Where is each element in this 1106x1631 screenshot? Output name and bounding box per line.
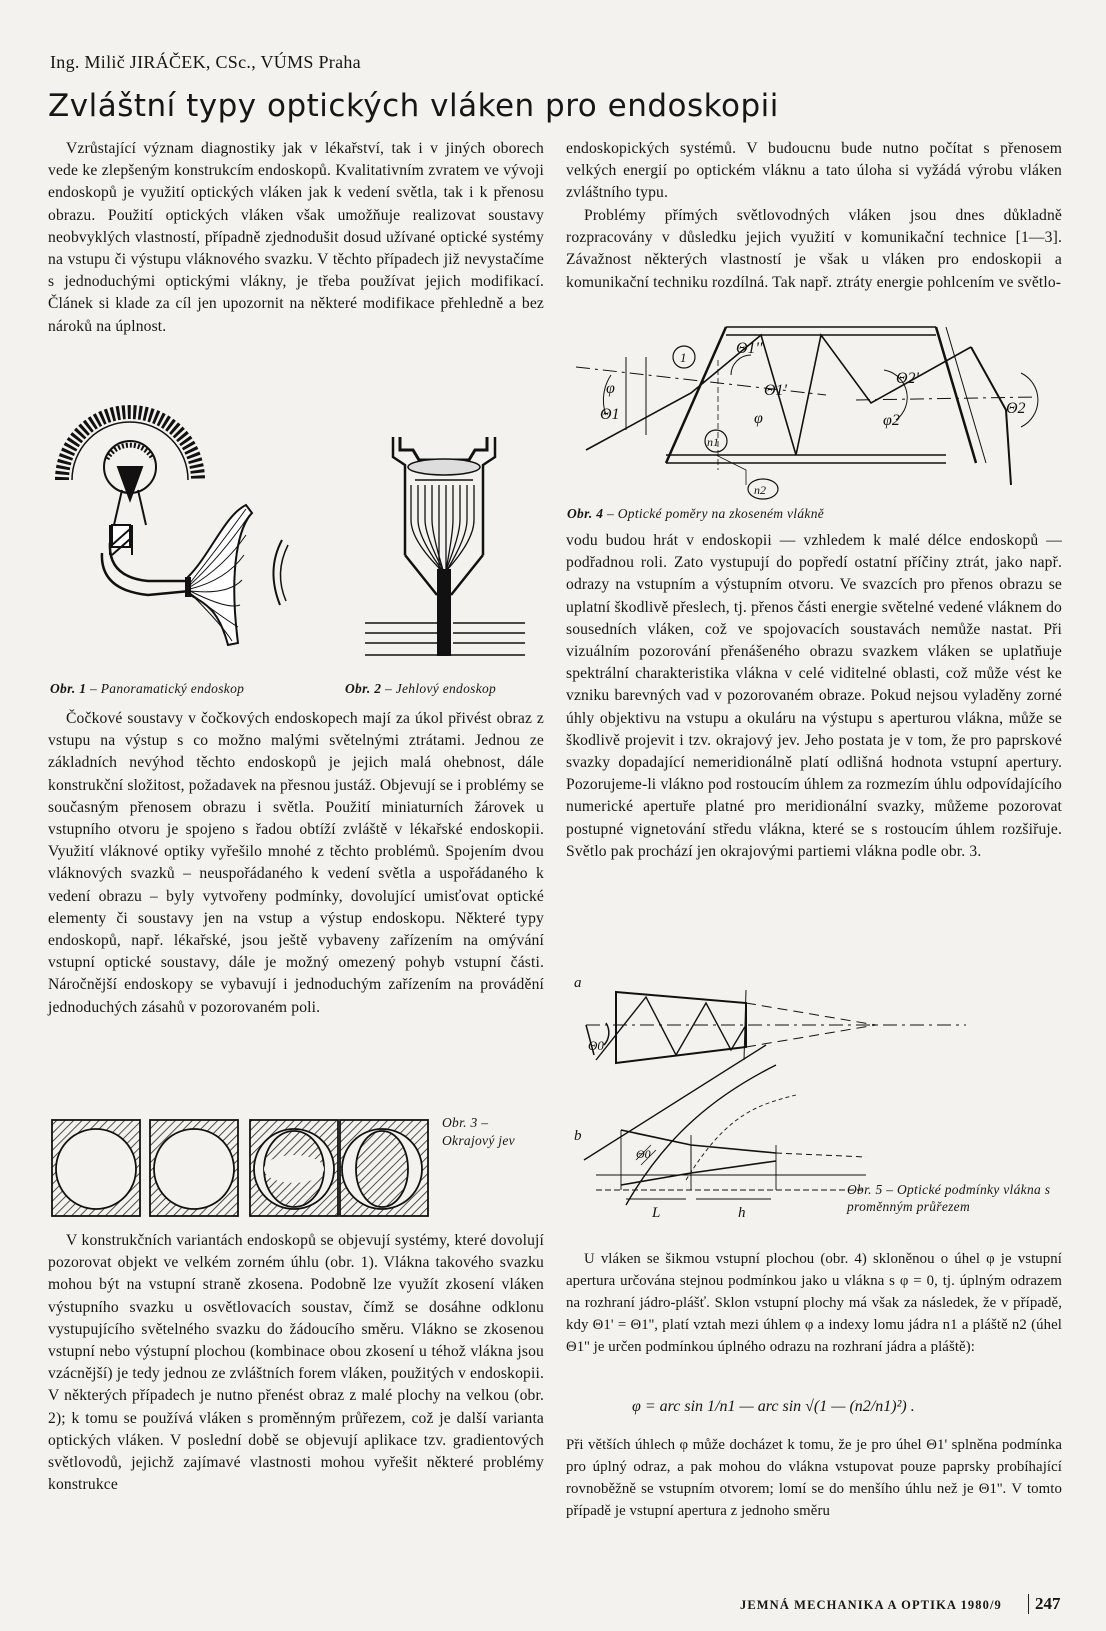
figure-5-caption: Obr. 5 – Optické podmínky vlákna s proměnným průřezem <box>847 1182 1051 1214</box>
svg-text:Θ1'': Θ1'' <box>736 340 763 357</box>
paragraph-lens-systems: Čočkové soustavy v čočkových endoskopech mají za úkol přivést obraz z vstupu na výstup s co možno malými světelnými ztrátami. Jednou ze základních nevýhod těchto endoskopů je jejich malá ohebnost, dále konstrukční složitost, požadavek na přesnou justáž. Objevují se i problémy se současným přenosem obrazu i světla. Použití miniaturních žárovek u vstupního otvoru je spojeno s řadou obtíží zvláště v lékařské endoskopii. Využití vláknové optiky vyřešilo mnohé z těchto problémů. Spojením dvou vláknových svazků – neuspořádaného k vedení světla a uspořádaného k vedení obrazu – byly vytvořeny podmínky, dovolující umisťovat optické elementy či soustavy jen na vstup a výstup endoskopu. Některé typy endoskopů, např. lékařské, jsou ještě vybaveny zařízením na omývání vstupní optické soustavy, dále je možný omezený pohyb vstupní části. Náročnější endoskopy se vybavují i jednoduchým zařízením na provádění jednoduchých zásahů v pozorovaném poli. <box>48 710 544 1016</box>
svg-text:Θ2': Θ2' <box>896 370 919 387</box>
page-number: 247 <box>1028 1594 1061 1614</box>
figure-2-caption: Obr. 2 – Jehlový endoskop <box>345 681 497 696</box>
figure-3-edge-effect <box>50 1118 435 1220</box>
svg-text:a: a <box>574 975 582 991</box>
svg-text:Θ1: Θ1 <box>600 406 620 423</box>
paragraph-variants: V konstrukčních variantách endoskopů se objevují systémy, které dovolují pozorovat objekt ve velkém zorném úhlu (obr. 1). Vlákna takového svazku mohou být na vstupní straně zkosena. Podobně lze využít zkosení vláken výstupního svazku u osvětlovacích soustav, čímž se dosáhne odklonu vystupujícího světelného svazku do žádoucího směru. Vlákno se zkosenou vstupní nebo výstupní plochou (kombinace obou zkosení u téhož vlákna jsou vzácnější) je tedy jednou ze zvláštních forem vláken, použitých v endoskopii. V některých případech je nutno přenést obraz z malé plochy na velkou (obr. 2); k tomu se používá vláken s proměnným průřezem, což je další varianta optických vláken. V poslední době se objevují aplikace tzv. gradientových světlovodů, jejichž zajímavé vlastnosti mohou vyřešit některé problémy konstrukce <box>48 1232 544 1494</box>
svg-text:Θ2: Θ2 <box>1006 400 1026 417</box>
paragraph-larger-angles: Při větších úhlech φ může docházet k tomu, že je pro úhel Θ1' splněna podmínka pro úplný odraz, a pak mohou do vlákna vstupovat pouze paprsky probíhající rovnoběžně se vstupním otvorem; lomí se do menšího úhlu než je Θ1''. V tomto případě je vstupní apertura z jednoho směru <box>566 1437 1062 1519</box>
figure-3-caption: Obr. 3 – Okrajový jev <box>442 1115 515 1148</box>
svg-text:Θ0: Θ0 <box>636 1147 651 1161</box>
figure-1-caption: Obr. 1 – Panoramatický endoskop <box>50 681 245 696</box>
figure-1-panoramic-endoscope <box>50 405 280 675</box>
paragraph-problems: Problémy přímých světlovodných vláken jsou dnes důkladně rozpracovány v důsledku jejich využití v komunikační technice [1—3]. Závažnost některých vlastností je však u vláken pro endoskopii a komunikační techniku rozdílná. Tak např. ztráty energie pohlcením ve světlo- <box>566 207 1062 291</box>
journal-footer: JEMNÁ MECHANIKA A OPTIKA 1980/9 <box>740 1598 1002 1612</box>
svg-text:1: 1 <box>680 350 687 365</box>
figure-4-skewed-fiber <box>566 315 1056 505</box>
svg-text:h: h <box>738 1205 746 1221</box>
svg-text:φ2: φ2 <box>883 412 900 429</box>
figure-2-needle-endoscope <box>345 425 545 675</box>
paragraph-intro: Vzrůstající význam diagnostiky jak v lékařství, tak i v jiných oborech vede ke zlepšeným konstrukcím endoskopů. Kvalitativním zvratem ve vývoji endoskopů je využití optických vláken jak k vedení světla, tak i k přenosu obrazu. Použití optických vláken však umožňuje realizovat soustavy neobvyklých vlastností, případně zjednodušit dosud užívané optické systémy na vstupu či výstupu vláknového svazku. V těchto případech již nevystačíme s jednoduchými optickými vlákny, je třeba používat jejich modifikací. Článek si klade za cíl jen upozornit na některé modifikace přehledně a bez nároků na úplnost. <box>48 140 544 335</box>
svg-text:n1: n1 <box>707 435 719 449</box>
svg-text:φ: φ <box>754 410 763 427</box>
paragraph-losses: vodu budou hrát v endoskopii — vzhledem k malé délce endoskopů — podřadnou roli. Zato vystupují do popředí ostatní příčiny ztrát, jako např. odrazy na vstupním a výstupním otvoru. Ve svazcích pro přenos obrazu se uplatní škodlivě přeslech, tj. přenos části energie světelné vedené vláknem do sousedních vláken, což ve spojovacích soustavách nemůže nastat. Při vizuálním pozorování přenášeného obrazu svazkem vláken se uplatňuje spektrální charakteristika vlákna v celé viditelné oblasti, což může vést ke vzniku barevných vad v pozorovaném obraze. Pokud nejsou vyladěny zorné úhly objektivu na vstupu a okuláru na výstupu s aperturou vlákna, může se škodlivě projevit i tzv. okrajový jev. Jeho postata je v tom, že pro paprskové svazky dopadající nemeridionálně platí odlišná hodnota vstupní apertury. Pozorujeme-li vlákno pod rostoucím úhlem za rozmezím úhlu odpovídajícího numerické apertuře platné pro meridionální svazky, můžeme pozorovat postupné vignetování středu vlákna, které se s rostoucím úhlem rozšiřuje. Světlo pak prochází jen okrajovými partiemi vlákna podle obr. 3. <box>566 532 1062 860</box>
svg-text:b: b <box>574 1128 582 1144</box>
paragraph-systems-end: endoskopických systémů. V budoucnu bude nutno počítat s přenosem velkých energií po optickém vláknu a tato úloha si vyžádá výrobu vláken zvláštního typu. <box>566 140 1062 202</box>
svg-text:φ: φ <box>606 380 615 397</box>
svg-text:n2: n2 <box>754 483 766 497</box>
svg-text:Θ1': Θ1' <box>764 382 787 399</box>
paragraph-skewed-input: U vláken se šikmou vstupní plochou (obr. 4) skloněnou o úhel φ je vstupní apertura určována stejnou podmínkou jako u vlákna s φ = 0, tj. úplným odrazem na rozhraní jádro-plášť. Sklon vstupní plochy má však za následek, že v případě, kdy Θ1' = Θ1'', platí vztah mezi úhlem φ a indexy lomu jádra n1 a pláště n2 (úhel Θ1'' je určen podmínkou úplného odrazu na rozhraní jádra a pláště): <box>566 1251 1062 1355</box>
author-line: Ing. Milič JIRÁČEK, CSc., VÚMS Praha <box>50 52 361 72</box>
svg-text:L: L <box>652 1205 661 1221</box>
formula-phi: φ = arc sin 1/n1 — arc sin √(1 — (n2/n1)²) . <box>632 1398 915 1415</box>
article-title: Zvláštní typy optických vláken pro endoskopii <box>48 88 779 124</box>
svg-text:Θ0: Θ0 <box>588 1038 604 1053</box>
figure-4-caption: Obr. 4 – Optické poměry na zkoseném vlákně <box>567 506 825 521</box>
